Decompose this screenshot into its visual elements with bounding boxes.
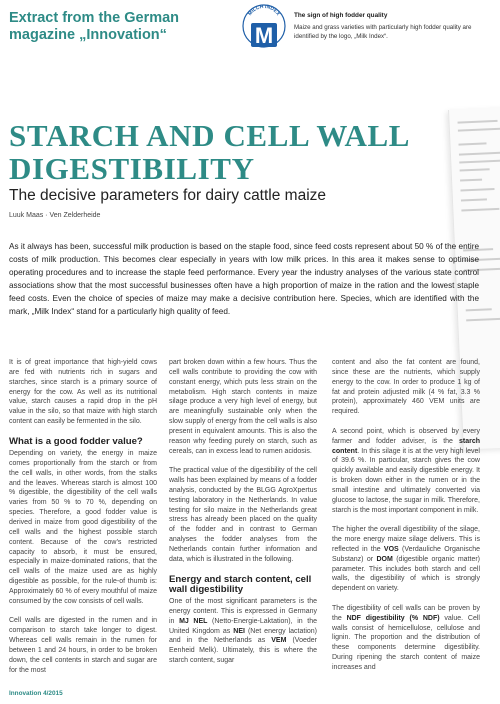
col2-paragraph-2: The practical value of the digestibility of the cell walls has been explained by means of a fodder analysis, conducted by the BLGG AgroXpertus testing laboratory in the Netherlands. In value testing for silo maize in the Netherlands great stress has already been placed on the quality of the fodder and in contrast to German analyses the fodder analyses from the Netherlands contain further information and data, which is illustrated in the following.	[169, 467, 317, 563]
col2-heading-energy-starch: Energy and starch content, cell wall digestibility	[169, 573, 312, 595]
term-dom: DOM	[376, 555, 393, 563]
col3-paragraph-2: A second point, which is observed by every farmer and fodder adviser, is the starch content. In this silage it is at the very high level of 39.6 %. In particular, starch gives the cow quickly available and easily digestible energy. It is broken down either in the rumen or in the small intestine and ultimately converted via glucose to lactose, the sugar in milk. Therefore, starch is the most important component in milk.	[332, 427, 480, 514]
term-vem: VEM	[271, 637, 287, 645]
col2-paragraph-1: part broken down within a few hours. Thus the cell walls contribute to providing the cow with constant energy, which puts less strain on the metabolism. High starch contents in maize silage produce a very high level of energy, but are meaningfully sustainable only when the slow supply of energy from the cell walls is also present in equivalent amounts. This is also the reason why feeding purely on starch, such as cereals, can in excess lead to rumen acidosis.	[169, 359, 317, 455]
text-column-1	[9, 358, 157, 675]
col1-paragraph-3: Cell walls are digested in the rumen and in comparison to starch take longer to digest. Whereas cell walls remain in the rumen for between 1 and 24 hours, in order to be broken down, the cell contents in starch and sugar are for the most	[9, 617, 157, 674]
term-nei: NEI	[233, 627, 245, 635]
article-lead: As it always has been, successful milk production is based on the staple food, since feed costs represent about 50 % of the entire costs of milk production. This becomes clear especially in years with low milk prices. In this area it makes sense to optimise operating procedures and to increase the staple feed performance. Every year the industry analyses of the various state control associations show that the most successful businesses often have a high proportion of maize in the ration and the lowest staple feed costs. Even the choice of species of maize may make a decisive contribution here. Species, which are identified with the mark, „Milk Index“ stand for a particularly high quality of feed.	[9, 242, 479, 317]
text-column-3	[332, 358, 480, 673]
col3-paragraph-4: The digestibility of cell walls can be proven by the NDF digestibility (% NDF) value. Cell walls consist of hemicellulose, cellulose and lignin. The proportion and the distribution of these components determine digestibility. During ripening the starch content of maize increases and	[332, 604, 480, 672]
logo-mark-text: M	[254, 23, 274, 48]
issue-footer: Innovation 4/2015	[9, 690, 63, 697]
article-authors: Luuk Maas · Ven Zelderheide	[9, 212, 101, 219]
logo-caption-title: The sign of high fodder quality	[294, 12, 388, 19]
article-title: STARCH AND CELL WALL DIGESTIBILITY	[9, 118, 409, 186]
col3-paragraph-1: content and also the fat content are found, since these are the nutrients, which supply energy to the cow. In order to produce 1 kg of fat and protein adjusted milk (4 % fat, 3.3 % protein), approximately 460 VEM units are required.	[332, 359, 480, 416]
col3-paragraph-3: The higher the overall digestibility of the silage, the more energy maize silage delivers. This is reflected in the VOS (Verdauliche Organische Substanz) or DOM (digestible organic matter) parameter. This includes both starch and cell walls, the digestibility of which is strongly dependent on variety.	[332, 526, 480, 593]
col1-heading-fodder-value: What is a good fodder value?	[9, 435, 143, 447]
col1-paragraph-2: Depending on variety, the energy in maize comes proportionally from the starch or from the cell walls, in other words, from the stalks and the leaves. Whereas starch is almost 100 % digestible, the digestibility of the cell walls varies from 50 % to 70 %, depending on species. Therefore, a good fodder value is derived in maize from good digestibility of the cell walls and the highest possible starch content. Because of the cow’s restricted capacity to absorb, it must be ensured, especially in maize-dominated rations, that the cell walls of the maize used are as highly digestible as possible, for the rule-of thumb is: Approximately 60 % of every mouthful of maize consumed by the cow consists of cell walls.	[9, 450, 157, 605]
logo-caption-text: Maize and grass varieties with particularly high fodder quality are identified by the logo, „Milk Index“.	[294, 24, 472, 40]
article-subtitle: The decisive parameters for dairy cattle maize	[9, 187, 327, 204]
col1-paragraph-1: It is of great importance that high-yield cows are fed with nutrients rich in sugars and starches, since starch is a primary source of energy for the cow. As well as its nutritional value, starch causes a rapid drop in the pH value in the silo, so that maize with high starch content can easily be fermented in the silo.	[9, 359, 157, 426]
text-column-2	[169, 358, 317, 666]
extract-title: Extract from the German magazine „Innovation“	[9, 10, 180, 43]
logo-ring-text: MILCH INDEX	[247, 3, 281, 17]
term-ndf-digestibility: NDF digestibility (% NDF)	[346, 614, 440, 622]
term-vos: VOS	[383, 545, 399, 553]
col2-paragraph-3: One of the most significant parameters is the energy content. This is expressed in Germany in MJ NEL (Netto-Energie-Laktation), in the United Kingdom as NEI (Net energy lactation) and in the Netherlands as VEM (Voeder Eenheid Melk). Ultimately, this is where the starch content, sugar	[169, 598, 317, 665]
term-mj-nel: MJ NEL	[179, 617, 208, 625]
term-starch-content: starch content	[332, 437, 480, 455]
milch-index-logo-icon	[242, 2, 286, 52]
